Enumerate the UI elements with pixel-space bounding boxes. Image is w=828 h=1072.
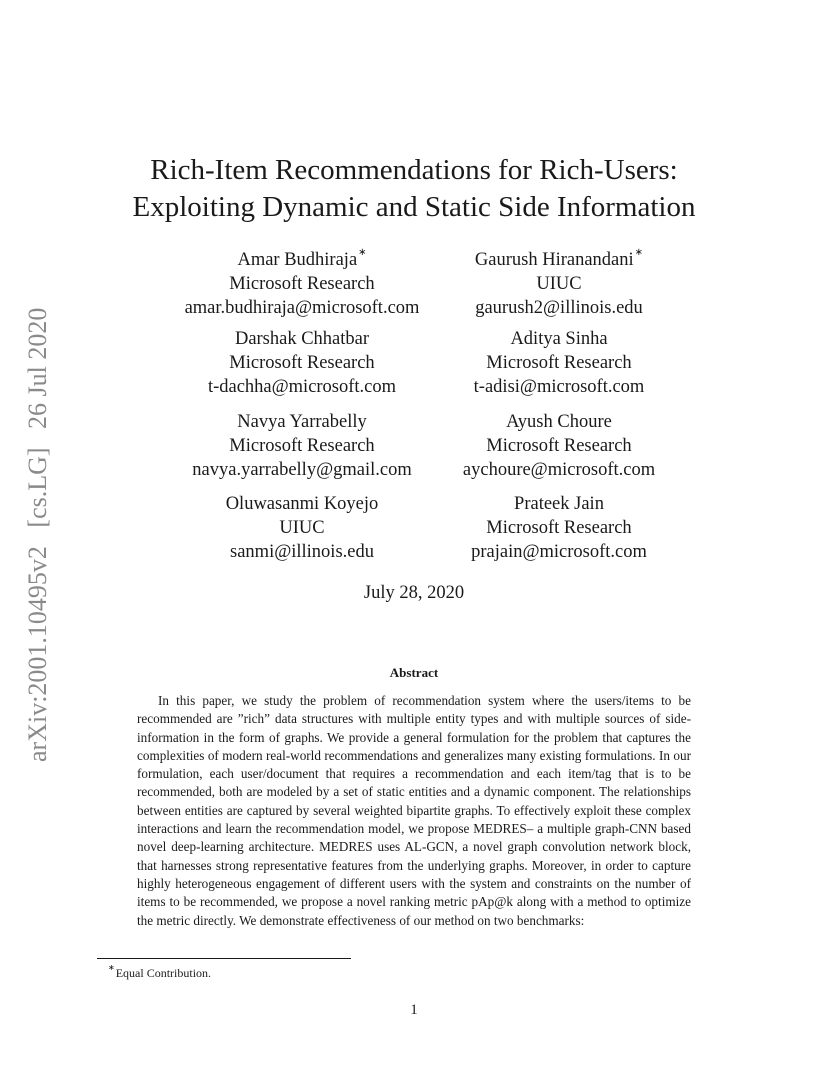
title-line-1: Rich-Item Recommendations for Rich-Users: <box>150 154 678 186</box>
author-name: Aditya Sinha <box>510 329 608 349</box>
author-affiliation: UIUC <box>536 274 582 295</box>
author-block <box>419 492 699 564</box>
footnote-text: Equal Contribution. <box>115 966 212 980</box>
equal-contribution-mark: ∗ <box>358 247 367 258</box>
arxiv-id: arXiv:2001.10495v2 <box>23 546 52 762</box>
author-block <box>162 492 442 564</box>
author-affiliation: Microsoft Research <box>486 436 632 456</box>
arxiv-sidebar-stamp <box>16 296 56 762</box>
equal-contribution-mark: ∗ <box>634 247 644 258</box>
author-email: sanmi@illinois.edu <box>230 542 374 562</box>
author-name: Navya Yarrabelly <box>237 412 367 432</box>
title-line-2: Exploiting Dynamic and Static Side Information <box>132 191 696 223</box>
abstract-text: In this paper, we study the problem of recommendation system where the users/items to be recommended are ”rich” data structures with multiple entity types and with multiple sources of side-information in the form of graphs. We provide a general formulation for the problem that captures the complexities of modern real-world recommendations and generalizes many existing formulations. In our formulation, each user/document that requires a recommendation and each item/tag that is to be recommended, both are modeled by a set of static entities and a dynamic component. The relationships between entities are captured by several weighted bipartite graphs. To effectively exploit these complex interactions and learn the recommendation model, we propose MEDRES– a multiple graph-CNN based novel deep-learning architecture. MEDRES uses AL-GCN, a novel graph convolution network block, that harnesses strong representative features from the underlying graphs. Moreover, in order to capture highly heterogeneous engagement of different users with the system and constraints on the number of items to be recommended, we propose a novel ranking metric pAp@k along with a method to optimize the metric directly. We demonstrate effectiveness of our method on two benchmarks: <box>137 693 691 928</box>
arxiv-category: [cs.LG] <box>23 447 52 528</box>
author-name: Ayush Choure <box>506 412 612 432</box>
author-email: amar.budhiraja@microsoft.com <box>184 298 420 319</box>
author-affiliation: UIUC <box>279 518 325 538</box>
author-block <box>419 327 699 399</box>
footnote <box>108 962 211 981</box>
author-affiliation: Microsoft Research <box>486 353 632 373</box>
author-name: Gaurush Hiranandani∗ <box>474 247 644 271</box>
footnote-mark: ∗ <box>108 963 115 972</box>
author-affiliation: Microsoft Research <box>486 518 632 538</box>
author-block <box>419 410 699 482</box>
author-affiliation: Microsoft Research <box>229 274 375 295</box>
publication-date: July 28, 2020 <box>363 583 465 603</box>
author-name: Amar Budhiraja∗ <box>237 247 367 271</box>
author-email: t-dachha@microsoft.com <box>207 377 397 397</box>
author-email: t-adisi@microsoft.com <box>473 377 645 397</box>
author-name: Darshak Chhatbar <box>234 329 370 349</box>
author-block <box>162 410 442 482</box>
footnote-divider <box>97 958 351 959</box>
page-number: 1 <box>410 1002 418 1018</box>
author-block <box>162 327 442 399</box>
author-block <box>162 244 442 320</box>
abstract-heading: Abstract <box>389 665 439 680</box>
author-block <box>419 244 699 320</box>
author-affiliation: Microsoft Research <box>229 436 375 456</box>
author-email: gaurush2@illinois.edu <box>475 298 643 319</box>
author-affiliation: Microsoft Research <box>229 353 375 373</box>
author-email: prajain@microsoft.com <box>471 542 647 562</box>
author-name: Prateek Jain <box>514 494 604 514</box>
author-email: navya.yarrabelly@gmail.com <box>192 460 412 480</box>
author-name: Oluwasanmi Koyejo <box>225 494 379 514</box>
paper-title <box>100 152 728 226</box>
author-email: aychoure@microsoft.com <box>462 460 656 480</box>
arxiv-date: 26 Jul 2020 <box>23 307 52 429</box>
svg-text:arXiv:2001.10495v2 [cs.L <box>23 308 52 762</box>
